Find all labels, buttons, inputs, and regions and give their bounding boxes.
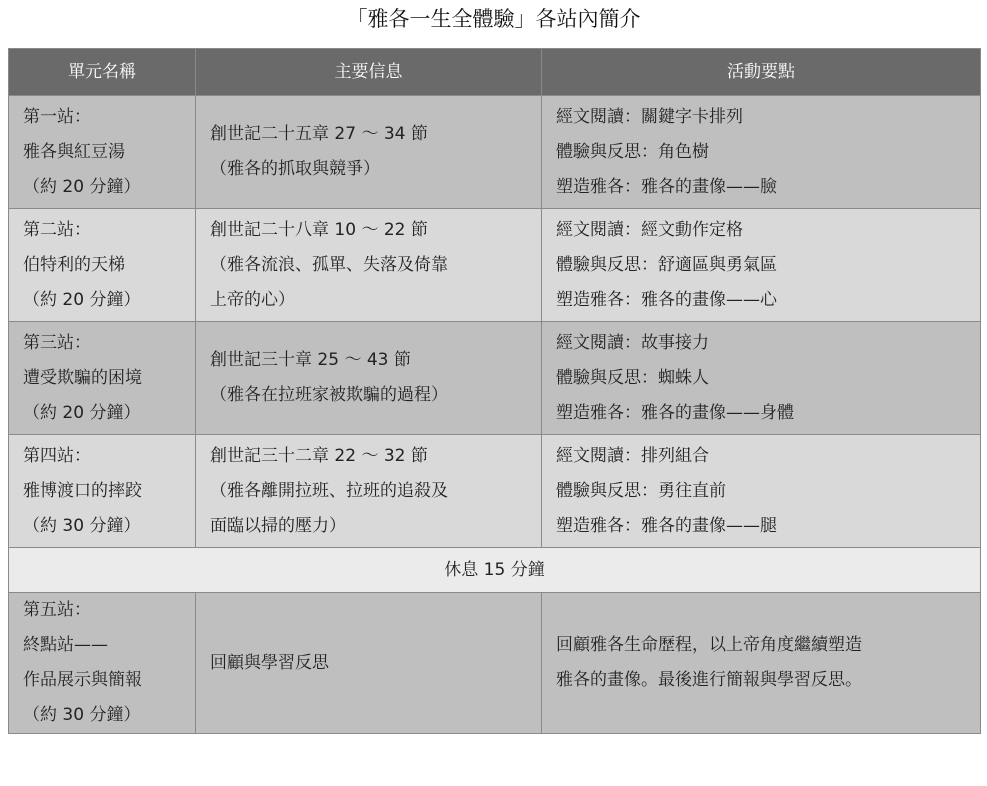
activity-item: 體驗與反思：勇往直前 xyxy=(556,480,726,501)
station-duration: （約 30 分鐘） xyxy=(23,515,141,536)
station-title: 作品展示與簡報 xyxy=(23,670,142,690)
message-summary: （雅各離開拉班、拉班的追殺及 xyxy=(210,480,448,501)
station-table xyxy=(8,48,981,734)
station-name-cell xyxy=(9,96,196,209)
activity-cell xyxy=(542,209,981,322)
activity-item: 經文閱讀：經文動作定格 xyxy=(556,219,743,240)
scripture-reference: 創世記三十二章 22 ～ 32 節 xyxy=(210,445,428,466)
table-row-station-2 xyxy=(9,209,981,322)
message-summary: 上帝的心） xyxy=(210,289,295,310)
station-duration: （約 20 分鐘） xyxy=(23,402,141,423)
break-cell: 休息 15 分鐘 xyxy=(9,548,981,593)
station-title: 雅博渡口的摔跤 xyxy=(23,480,142,501)
activity-item: 雅各的畫像。最後進行簡報與學習反思。 xyxy=(556,670,862,690)
message-summary: （雅各在拉班家被欺騙的過程） xyxy=(210,385,448,405)
station-label: 第五站： xyxy=(23,600,91,620)
scripture-reference: 創世記二十五章 27 ～ 34 節 xyxy=(210,124,428,144)
table-row-break xyxy=(9,548,981,593)
activity-item: 經文閱讀：關鍵字卡排列 xyxy=(556,106,743,127)
message-summary: （雅各的抓取與競爭） xyxy=(210,159,380,179)
scripture-reference: 創世記三十章 25 ～ 43 節 xyxy=(210,350,411,370)
scripture-reference: 創世記二十八章 10 ～ 22 節 xyxy=(210,219,428,240)
station-duration: （約 30 分鐘） xyxy=(23,705,141,725)
station-duration: （約 20 分鐘） xyxy=(23,289,141,310)
activity-item: 經文閱讀：排列組合 xyxy=(556,445,709,466)
activity-item: 塑造雅各：雅各的畫像——臉 xyxy=(556,176,777,197)
message-summary: （雅各流浪、孤單、失落及倚靠 xyxy=(210,254,448,275)
header-row xyxy=(9,49,981,96)
column-header-main-message: 主要信息 xyxy=(196,49,542,96)
station-name-cell xyxy=(9,593,196,734)
station-label: 第二站： xyxy=(23,219,91,240)
station-name-cell xyxy=(9,322,196,435)
main-message-cell xyxy=(196,593,542,734)
activity-item: 塑造雅各：雅各的畫像——身體 xyxy=(556,402,794,423)
main-message-cell xyxy=(196,209,542,322)
table-row-station-1 xyxy=(9,96,981,209)
station-label: 第一站： xyxy=(23,106,91,127)
station-label: 第三站： xyxy=(23,332,91,353)
activity-item: 塑造雅各：雅各的畫像——腿 xyxy=(556,515,777,536)
table-row-station-4 xyxy=(9,435,981,548)
message-summary: 回顧與學習反思 xyxy=(210,652,329,673)
station-name-cell xyxy=(9,435,196,548)
main-message-cell xyxy=(196,322,542,435)
activity-item: 塑造雅各：雅各的畫像——心 xyxy=(556,289,777,310)
message-summary: 面臨以掃的壓力） xyxy=(210,515,346,536)
activity-item: 體驗與反思：舒適區與勇氣區 xyxy=(556,254,777,275)
station-title: 遭受欺騙的困境 xyxy=(23,367,142,388)
page-title: 「雅各一生全體驗」各站內簡介 xyxy=(346,7,641,31)
activity-cell xyxy=(542,322,981,435)
activity-cell xyxy=(542,593,981,734)
station-name-cell xyxy=(9,209,196,322)
column-header-unit-name: 單元名稱 xyxy=(9,49,196,96)
activity-item: 回顧雅各生命歷程，以上帝角度繼續塑造 xyxy=(556,635,862,655)
station-title: 雅各與紅豆湯 xyxy=(23,141,125,162)
activity-item: 體驗與反思：蜘蛛人 xyxy=(556,367,709,388)
main-message-cell xyxy=(196,96,542,209)
table-row-station-3 xyxy=(9,322,981,435)
station-duration: （約 20 分鐘） xyxy=(23,176,141,197)
column-header-activity-points: 活動要點 xyxy=(542,49,981,96)
station-label: 第四站： xyxy=(23,445,91,466)
activity-item: 經文閱讀：故事接力 xyxy=(556,332,709,353)
station-title: 伯特利的天梯 xyxy=(23,254,125,275)
activity-cell xyxy=(542,435,981,548)
activity-cell xyxy=(542,96,981,209)
main-message-cell xyxy=(196,435,542,548)
station-title: 終點站—— xyxy=(23,635,108,655)
table-row-station-5 xyxy=(9,593,981,734)
activity-item: 體驗與反思：角色樹 xyxy=(556,141,709,162)
